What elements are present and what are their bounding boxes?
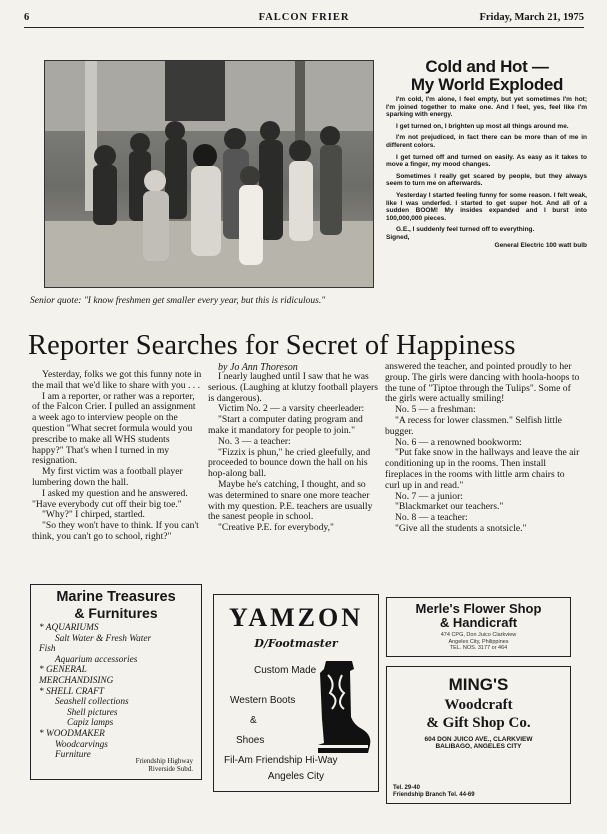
ad-marine-line: * SHELL CRAFT <box>39 686 104 697</box>
article-paragraph: Victim No. 2 — a varsity cheerleader: <box>218 403 365 415</box>
ad-yamzon-sub: D/Footmaster <box>254 637 338 650</box>
ad-marine-line: Furniture <box>55 750 91 761</box>
children-photo <box>44 60 374 288</box>
article-paragraph: I nearly laughed until I saw that he was serious. (Laughing at klutzy football players is dangerous). <box>208 371 378 404</box>
ad-marine-line: * GENERAL <box>39 665 87 676</box>
ad-marine-line: Aquarium accessories <box>55 654 138 665</box>
article-paragraph: I am a reporter, or rather was a reporter, of the Falcon Crier. I pulled an assignment a week ago to interview people on the question "What secret formula would you prescribe to make all WHS students happy?" That's when I turned in my resignation. <box>32 390 196 467</box>
ad-yamzon-line: & <box>250 715 257 726</box>
ad-merle-address-line: Angeles City, Philippines <box>448 638 509 645</box>
article-paragraph: My first victim was a football player lumbering down the hall. <box>32 466 183 488</box>
ad-merle-address-line: 474 CPG, Don Juico Clarkview <box>440 632 517 638</box>
article-paragraph: "Creative P.E. for everybody," <box>218 522 334 534</box>
cold-hot-paragraph: I get turned off and turned on easily. As easy as it takes to move a finger, my mood changes. <box>386 153 587 169</box>
article-paragraph: Yesterday, folks we got this funny note in the mail that we'd like to share with you . . . <box>32 369 202 391</box>
ad-marine-address-line: Riverside Subd. <box>148 765 193 773</box>
cold-hot-body <box>386 96 587 249</box>
ad-marine-title: Marine Treasures <box>56 589 176 605</box>
cowboy-boot-icon <box>310 659 372 755</box>
photo-caption: Senior quote: "I know freshmen get smaller every year, but this is ridiculous." <box>30 296 326 306</box>
ad-mings-title: MING'S <box>448 675 509 694</box>
ad-mings-phone <box>393 785 475 799</box>
article-headline: Reporter Searches for Secret of Happiness <box>28 330 516 361</box>
cold-hot-title <box>382 58 592 94</box>
cold-hot-paragraph: G.E., I suddenly feel turned off to everything. <box>396 226 535 234</box>
ad-merle-title: & Handicraft <box>439 615 518 630</box>
cold-hot-paragraph: I'm cold, I'm alone, I feel empty, but yet sometimes I'm hot; I'm joined together to make one. And I feel, yes, feel like I'm sparking with energy. <box>386 96 587 119</box>
ad-yamzon-line: Western Boots <box>230 695 296 706</box>
article-column-2 <box>208 372 378 534</box>
cold-hot-signed: Signed, <box>386 233 410 241</box>
cold-hot-paragraph: Sometimes I really get scared by people, but they always seem to turn me on afterwards. <box>386 172 587 188</box>
article-paragraph: "Blackmarket our teachers." <box>395 501 504 513</box>
ad-marine-line: MERCHANDISING <box>39 675 114 686</box>
ad-marine-line: Salt Water & Fresh Water <box>55 633 152 644</box>
cold-hot-paragraph: Yesterday I started feeling funny for some reason. I felt weak, like I was underfed. I started to get super hot. And all of a sudden BOOM! My insides expanded and I burst into 100,000,000 pieces. <box>386 191 587 222</box>
paper-title: FALCON FRIER <box>258 12 350 23</box>
article-paragraph: "Give all the students a snotsicle." <box>395 522 527 534</box>
article-paragraph: Maybe he's catching, I thought, and so was determined to snare one more teacher with my question. P.E. teachers are usually the sanest people in school. <box>208 478 373 523</box>
article-column-3 <box>385 362 581 535</box>
ad-marine-title: & Furnitures <box>74 605 158 621</box>
ad-mings-address: BALIBAGO, ANGELES CITY <box>435 743 522 750</box>
ad-mings-woodcraft <box>386 666 571 804</box>
ad-merle-address <box>387 632 570 652</box>
article-paragraph: "So they won't have to think. If you can't think, you can't go to school, right?" <box>32 520 199 542</box>
article-paragraph: "A recess for lower classmen." Selfish little bugger. <box>385 414 562 437</box>
article-paragraph: "Start a computer dating program and make it mandatory for people to join." <box>208 414 363 436</box>
ad-marine-line: Seashell collections <box>55 697 129 708</box>
issue-date: Friday, March 21, 1975 <box>479 12 584 23</box>
cold-hot-title-line2: My World Exploded <box>410 75 564 94</box>
ad-marine-treasures <box>30 584 202 780</box>
ad-mings-title: Woodcraft <box>444 697 513 713</box>
cold-hot-paragraph: I get turned on, I brighten up most all things around me. <box>396 122 569 130</box>
article-column-1 <box>32 370 202 543</box>
ad-yamzon-line: Custom Made <box>254 665 317 676</box>
article-paragraph: No. 6 — a renowned bookworm: <box>395 436 522 448</box>
ad-marine-line: Shell pictures <box>67 707 118 718</box>
ad-marine-address-line: Friendship Highway <box>135 757 193 765</box>
ad-merle-title: Merle's Flower Shop <box>415 601 542 616</box>
cold-hot-signature: General Electric 100 watt bulb <box>494 241 587 249</box>
article-paragraph: No. 5 — a freshman: <box>395 404 476 416</box>
ad-marine-line: Woodcarvings <box>55 739 108 750</box>
ad-mings-title: & Gift Shop Co. <box>426 715 531 731</box>
article-paragraph: "Put fake snow in the hallways and leave the air conditioning up in the rooms. Then install fireplaces in the rooms with little arm chairs to curl up in and read." <box>385 447 580 491</box>
article-paragraph: "Fizzix is phun," he cried gleefully, and proceeded to bounce down the hall on his hop-along ball. <box>208 446 371 480</box>
article-paragraph: "Why?" I chirped, startled. <box>42 509 145 521</box>
cold-hot-title-line1: Cold and Hot — <box>425 57 549 76</box>
ad-marine-line: Capiz lamps <box>67 718 114 729</box>
ad-yamzon-brand: YAMZON <box>228 603 364 632</box>
photo-image <box>45 61 374 288</box>
ad-marine-line: * AQUARIUMS <box>39 623 99 633</box>
article-byline: by Jo Ann Thoreson <box>218 362 298 373</box>
ad-mings-phone-line: Tel. 29-40 <box>393 785 420 791</box>
masthead <box>24 12 584 28</box>
ad-yamzon-line: Shoes <box>236 735 265 746</box>
cold-hot-paragraph: I'm not prejudiced, in fact there can be more than of me in different colors. <box>386 134 587 149</box>
article-paragraph: No. 3 — a teacher: <box>218 435 291 447</box>
article-paragraph: I asked my question and he answered. "Have everybody cut off their big toe." <box>32 487 188 510</box>
ad-yamzon <box>213 594 379 792</box>
ad-yamzon-line: Angeles City <box>267 771 325 782</box>
article-paragraph: answered the teacher, and pointed proudly to her group. The girls were dancing with hoola-hoops to the tune of "Tiptoe through the Tulips". Some of the girls were actually smiling! <box>385 361 580 405</box>
ad-mings-address: 604 DON JUICO AVE., CLARKVIEW <box>424 736 533 743</box>
page-number: 6 <box>24 12 30 23</box>
ad-mings-phone-line: Friendship Branch Tel. 44-69 <box>393 792 475 798</box>
ad-marine-address <box>136 757 193 773</box>
ad-merles-flower-shop <box>386 597 571 657</box>
ad-merle-address-line: TEL. NOS. 3177 or 464 <box>449 645 508 651</box>
ad-marine-line: * WOODMAKER <box>39 728 105 739</box>
ad-marine-line: Fish <box>39 644 56 655</box>
ad-yamzon-line: Fil-Am Friendship Hi-Way <box>224 755 338 766</box>
article-paragraph: No. 8 — a teacher: <box>395 512 468 524</box>
article-paragraph: No. 7 — a junior: <box>395 490 463 502</box>
